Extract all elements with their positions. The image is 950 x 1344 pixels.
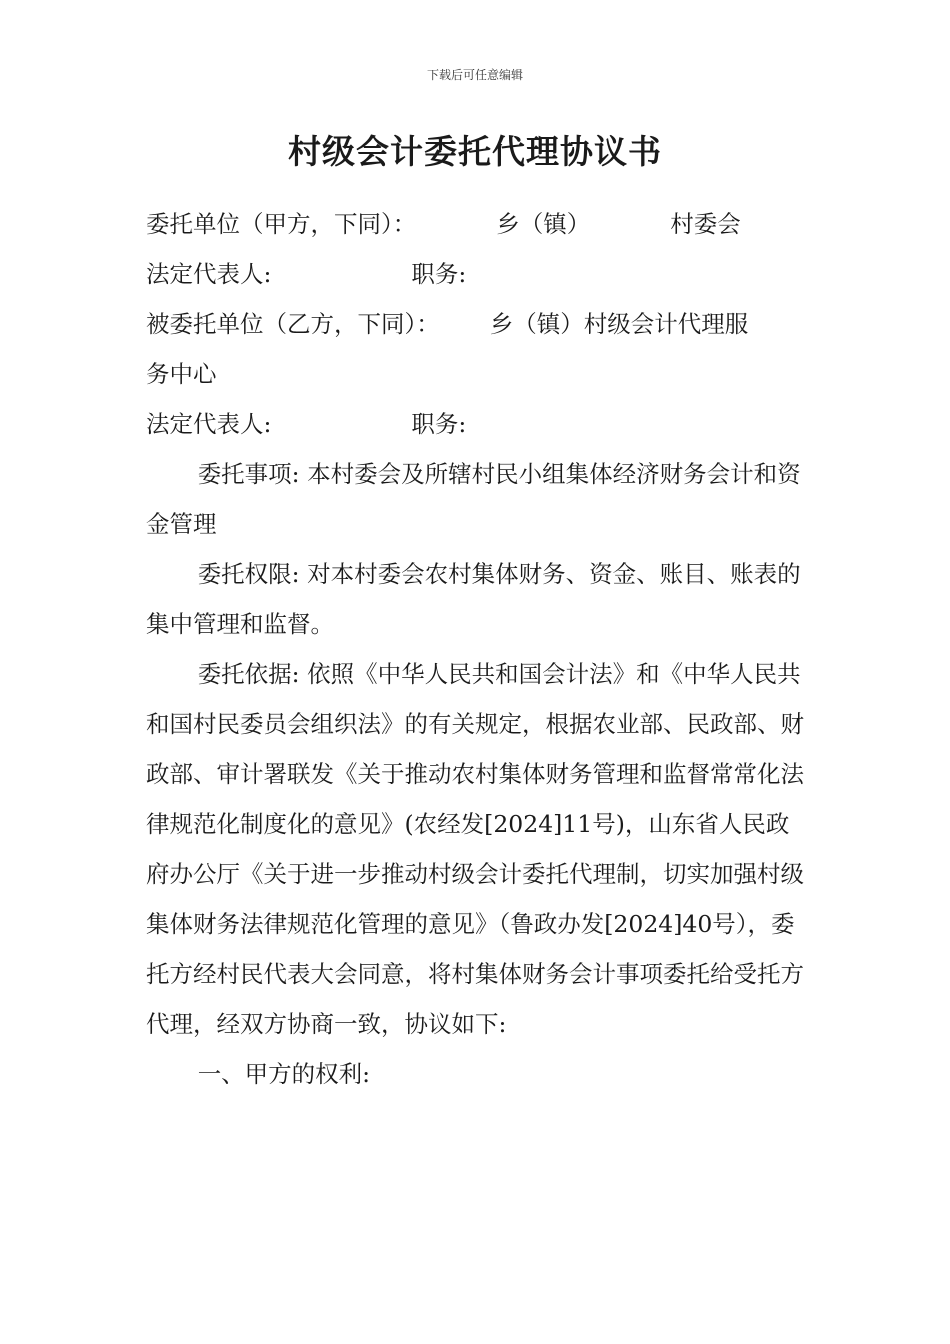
party-b-name-line1: 乡（镇）村级会计代理服 (489, 310, 749, 338)
header-note: 下载后可任意编辑 (426, 68, 523, 82)
rep-b-label: 法定代表人: (146, 410, 272, 438)
document-body (146, 199, 806, 1099)
party-b-line2 (146, 349, 806, 399)
party-a-village: 村委会 (670, 210, 741, 238)
paragraph-basis: 委托依据: 依照《中华人民共和国会计法》和《中华人民共和国村民委员会组织法》的有关规定，根据农业部、民政部、财政部、审计署联发《关于推动农村集体财务管理和监督常常化法律规范化制度化的意见》(农经发[2024]11号)，山东省人民政府办公厅《关于进一步推动村级会计委托代理制，切实加强村级集体财务法律规范化管理的意见》（鲁政办发[2024]40号），委托方经村民代表大会同意，将村集体财务会计事项委托给受托方代理，经双方协商一致，协议如下: (146, 660, 804, 1038)
party-b-line (146, 299, 806, 349)
paragraph-authority: 委托权限: 对本村委会农村集体财务、资金、账目、账表的集中管理和监督。 (146, 560, 801, 638)
section-heading-1: 一、甲方的权利: (197, 1060, 371, 1088)
rep-a-position: 职务: (411, 260, 467, 288)
party-a-label: 委托单位（甲方，下同）： (146, 210, 417, 238)
party-b-name-line2: 务中心 (146, 360, 217, 388)
rep-a-label: 法定代表人: (146, 260, 272, 288)
rep-b-line (146, 399, 806, 449)
document-title: 村级会计委托代理协议书 (288, 132, 662, 171)
paragraph-matters: 委托事项: 本村委会及所辖村民小组集体经济财务会计和资金管理 (146, 460, 801, 538)
party-a-line (146, 199, 806, 249)
rep-a-line (146, 249, 806, 299)
party-a-township: 乡（镇） (496, 210, 591, 238)
rep-b-position: 职务: (411, 410, 467, 438)
party-b-label: 被委托单位（乙方，下同）： (146, 310, 440, 338)
